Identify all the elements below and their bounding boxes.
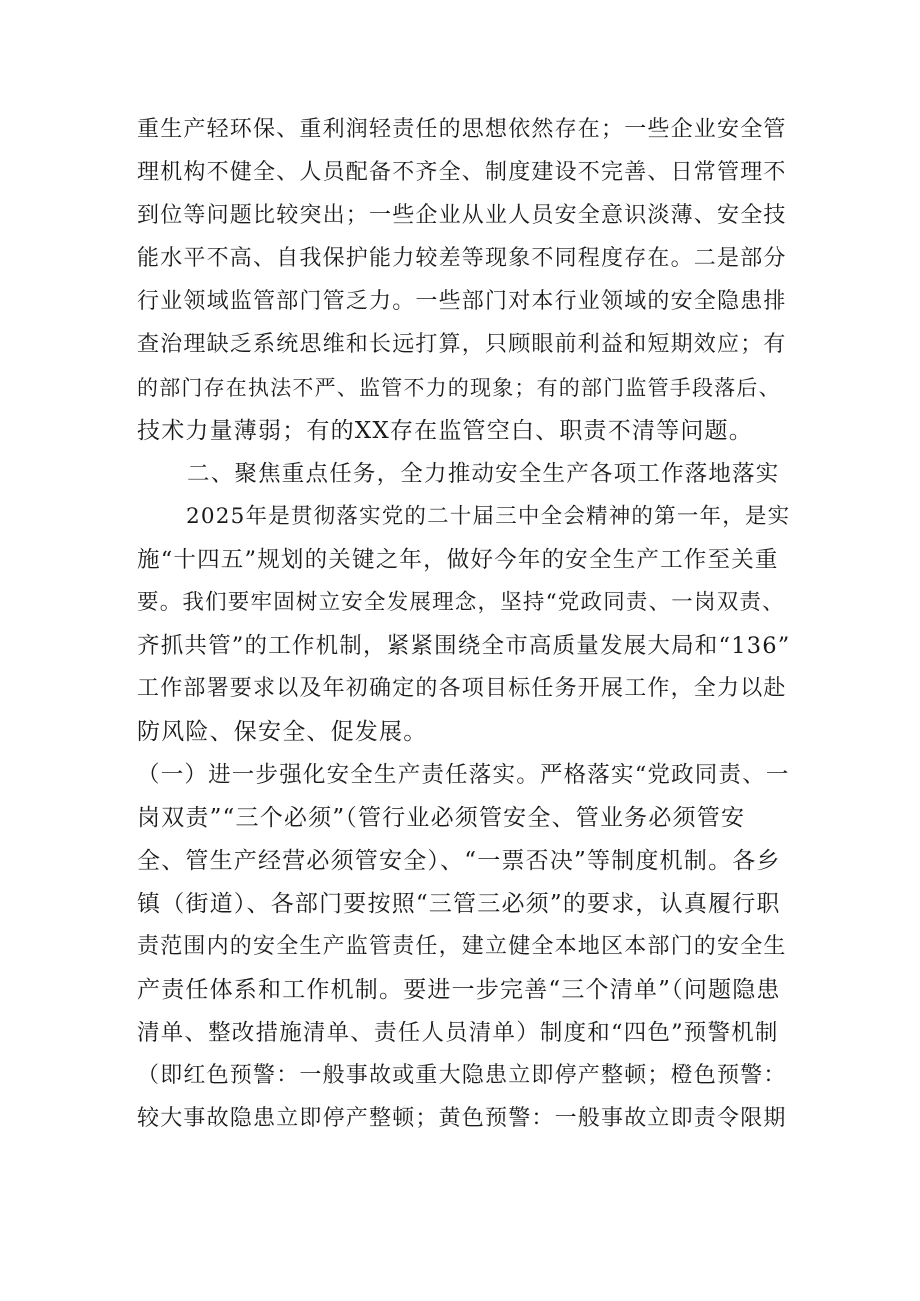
text-line: 清单、整改措施清单、责任人员清单）制度和“四色”预警机制 <box>137 1020 779 1046</box>
text-line: 要。我们要牢固树立安全发展理念，坚持“党政同责、一岗双责、 <box>137 590 785 615</box>
text-line: 重生产轻环保、重利润轻责任的思想依然存在；一些企业安全管 <box>137 117 787 142</box>
text-line: 技术力量薄弱；有的XX存在监管空白、职责不清等问题。 <box>137 418 753 444</box>
text-line: 行业领域监管部门管乏力。一些部门对本行业领域的安全隐患排 <box>137 289 787 314</box>
text-line: 理机构不健全、人员配备不齐全、制度建设不完善、日常管理不 <box>137 160 787 185</box>
text-line: 2025年是贯彻落实党的二十届三中全会精神的第一年，是实 <box>186 504 791 529</box>
text-line: 防风险、保安全、促发展。 <box>137 719 428 745</box>
section-heading: 二、聚焦重点任务，全力推动安全生产各项工作落地落实 <box>187 461 780 487</box>
text-line: （即红色预警：一般事故或重大隐患立即停产整顿；橙色预警： <box>137 1063 787 1088</box>
text-line: 较大事故隐患立即停产整顿；黄色预警：一般事故立即责令限期 <box>137 1106 787 1131</box>
text-line: 查治理缺乏系统思维和长远打算，只顾眼前利益和短期效应；有 <box>137 332 787 357</box>
text-line: 能水平不高、自我保护能力较差等现象不同程度存在。二是部分 <box>137 246 787 271</box>
text-line: 施“十四五”规划的关键之年，做好今年的安全生产工作至关重 <box>137 547 779 573</box>
text-line: 产责任体系和工作机制。要进一步完善“三个清单”（问题隐患 <box>137 977 781 1003</box>
text-line: 工作部署要求以及年初确定的各项目标任务开展工作，全力以赴 <box>137 676 787 701</box>
text-line: 的部门存在执法不严、监管不力的现象；有的部门监管手段落后、 <box>137 376 781 400</box>
text-line: 齐抓共管”的工作机制，紧紧围绕全市高质量发展大局和“136” <box>137 633 791 659</box>
text-line: 责范围内的安全生产监管责任，建立健全本地区本部门的安全生 <box>137 934 787 959</box>
text-line: 镇（街道）、各部门要按照“三管三必须”的要求，认真履行职 <box>137 891 781 917</box>
text-line: 全、管生产经营必须管安全）、“一票否决”等制度机制。各乡 <box>137 848 781 874</box>
text-line: 到位等问题比较突出；一些企业从业人员安全意识淡薄、安全技 <box>137 203 787 228</box>
text-line: 岗双责”“三个必须”（管行业必须管安全、管业务必须管安 <box>137 805 746 831</box>
subsection-heading: （一）进一步强化安全生产责任落实。严格落实“党政同责、一 <box>137 762 790 788</box>
